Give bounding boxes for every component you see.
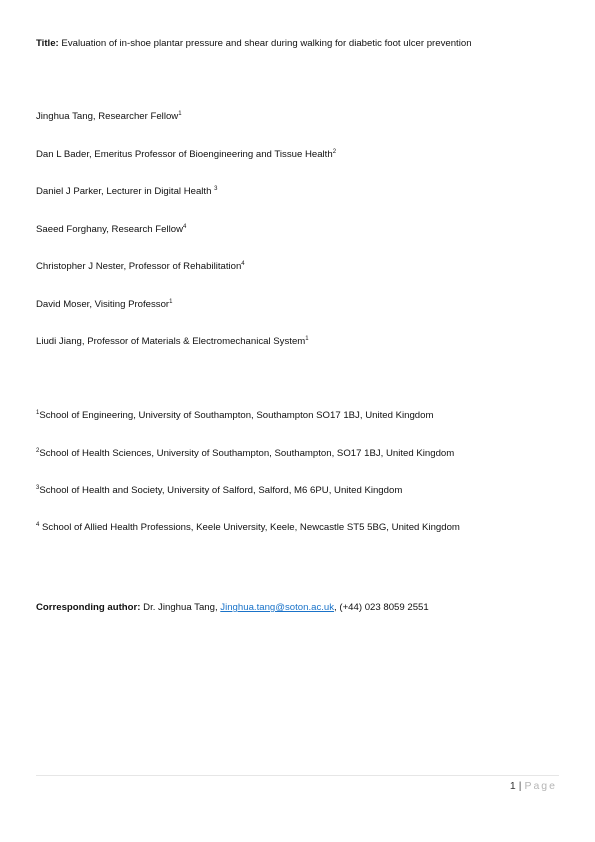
- author-superscript: 2: [332, 148, 337, 155]
- corresponding-name: Dr. Jinghua Tang,: [140, 602, 221, 613]
- title-label: Title:: [36, 38, 59, 49]
- author-line: [36, 299, 172, 311]
- page-footer: [510, 780, 557, 792]
- affiliation-line: [36, 410, 433, 422]
- affiliation-line: [36, 448, 454, 460]
- author-superscript: 1: [178, 110, 182, 117]
- corresponding-author-line: [36, 602, 429, 614]
- page-separator: |: [518, 780, 522, 792]
- affiliation-superscript: 2: [36, 447, 40, 454]
- affiliation-superscript: 4: [36, 521, 40, 528]
- corresponding-label: Corresponding author:: [36, 602, 141, 613]
- author-name: Saeed Forghany, Research Fellow: [36, 224, 184, 235]
- footer-divider: [36, 775, 559, 776]
- author-superscript: 4: [241, 260, 245, 267]
- phone-number: , (+44) 023 8059 2551: [334, 602, 429, 613]
- affiliation-line: [36, 485, 402, 497]
- author-superscript: 3: [214, 185, 218, 192]
- author-superscript: 4: [183, 223, 187, 230]
- page-number: 1: [509, 780, 516, 792]
- author-name: Christopher J Nester, Professor of Rehabilitation: [36, 261, 242, 272]
- affiliation-text: School of Health Sciences, University of Southampton, Southampton, SO17 1BJ, United Kingdom: [39, 448, 455, 459]
- affiliation-text: School of Health and Society, University of Salford, Salford, M6 6PU, United Kingdom: [39, 485, 403, 496]
- author-line: [36, 186, 217, 198]
- affiliation-text: School of Allied Health Professions, Keele University, Keele, Newcastle ST5 5BG, United Kingdom: [39, 522, 460, 533]
- author-line: [36, 224, 186, 236]
- author-name: Dan L Bader, Emeritus Professor of Bioengineering and Tissue Health: [36, 149, 333, 160]
- email-link[interactable]: Jinghua.tang@soton.ac.uk: [220, 602, 335, 613]
- author-name: Jinghua Tang, Researcher Fellow: [36, 111, 179, 122]
- paper-title: Evaluation of in-shoe plantar pressure and shear during walking for diabetic foot ulcer prevention: [58, 38, 472, 49]
- author-name: David Moser, Visiting Professor: [36, 299, 170, 310]
- author-line: [36, 149, 336, 161]
- affiliation-text: School of Engineering, University of Southampton, Southampton SO17 1BJ, United Kingdom: [39, 410, 434, 421]
- author-name: Liudi Jiang, Professor of Materials & Electromechanical System: [36, 336, 306, 347]
- author-line: [36, 336, 309, 348]
- author-superscript: 1: [169, 298, 173, 305]
- affiliation-superscript: 1: [36, 409, 40, 416]
- affiliation-line: [36, 522, 460, 534]
- author-line: [36, 111, 182, 123]
- title-line: [36, 38, 472, 50]
- author-line: [36, 261, 245, 273]
- author-name: Daniel J Parker, Lecturer in Digital Health: [36, 186, 215, 197]
- affiliation-superscript: 3: [36, 484, 40, 491]
- page-word: Page: [524, 780, 557, 792]
- author-superscript: 1: [305, 335, 309, 342]
